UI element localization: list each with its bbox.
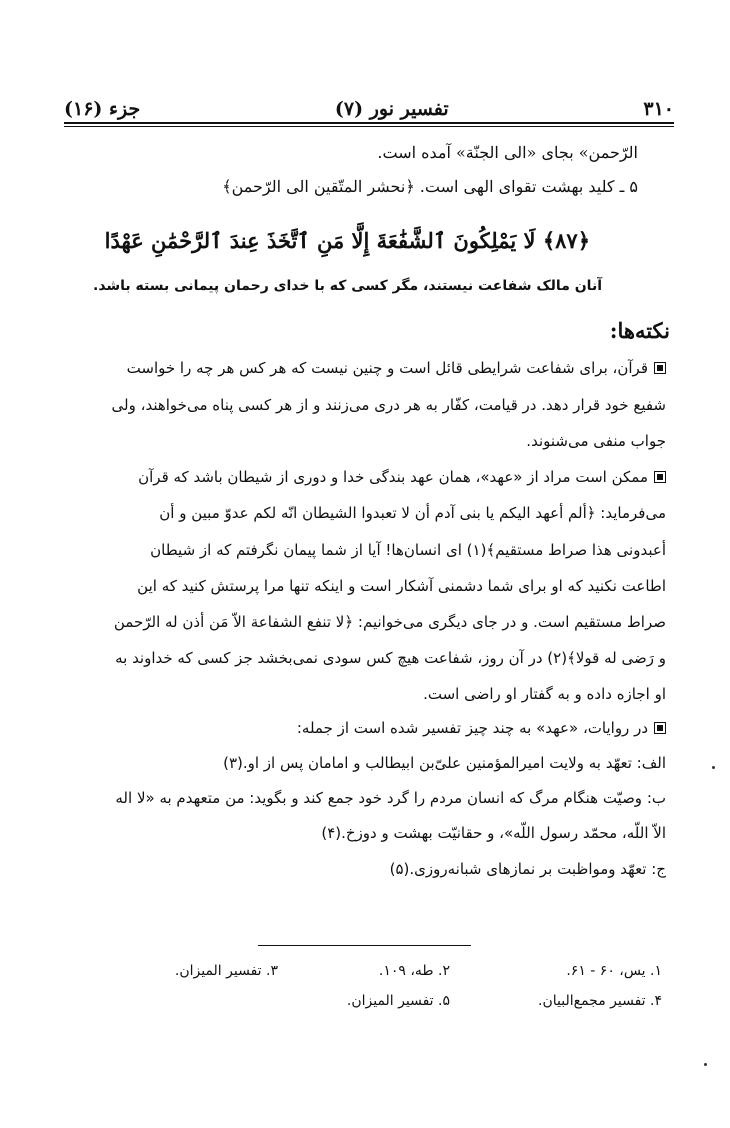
- footnote: ۵. تفسیر المیزان.: [346, 993, 450, 1009]
- text-line: جواب منفی می‌شنوند.: [526, 432, 666, 450]
- scan-speck: [712, 766, 715, 769]
- header-rule: [64, 122, 674, 124]
- text-line: در روایات، «عهد» به چند چیز تفسیر شده است از جمله:: [297, 718, 666, 738]
- footnote: ۳. تفسیر المیزان.: [174, 963, 278, 979]
- bullet-square-icon: [654, 471, 666, 483]
- bullet-square-icon: [654, 362, 666, 374]
- verse-translation: آنان مالک شفاعت نیستند، مگر کسی که با خدای رحمان پیمانی بسته باشد.: [93, 278, 602, 294]
- part-label: جزء (۱۶): [64, 98, 141, 120]
- section-heading: نکته‌ها:: [609, 318, 670, 343]
- text-line: الرّحمن» بجای «الی الجنّة» آمده است.: [377, 143, 638, 162]
- header-rule-thin: [64, 126, 674, 127]
- quran-verse: ﴿۸۷﴾ لَا يَمْلِكُونَ ٱلشَّفَٰعَةَ إِلَّا مَنِ ٱتَّخَذَ عِندَ ٱلرَّحْمَٰنِ عَهْدًا: [104, 228, 590, 253]
- text-line: أعبدونی هذا صراط مستقیم﴾(۱) ای انسان‌ها! آیا از شما پیمان نگرفتم که از شیطان: [150, 541, 666, 559]
- scan-speck: [704, 1063, 707, 1066]
- text-line: ب: وصیّت هنگام مرگ که انسان مردم را گرد خود جمع کند و بگوید: من متعهدم به «لا اله: [115, 789, 666, 807]
- text-line: ج: تعهّد ومواظبت بر نمازهای شبانه‌روزی.(۵): [389, 860, 666, 878]
- text-line: ۵ ـ کلید بهشت تقوای الهی است. ﴿نحشر المتّقین الی الرّحمن﴾: [222, 177, 638, 196]
- text-line: اطاعت نکنید که او برای شما دشمنی آشکار است و اینکه تنها مرا پرستش کنید که این: [137, 577, 666, 595]
- footnote: ۱. یس، ۶۰ - ۶۱.: [566, 963, 662, 979]
- text-line: صراط مستقیم است. و در جای دیگری می‌خوانیم: ﴿لا تنفع الشفاعة الاّ مَن أذن له الرّحمن: [113, 613, 666, 631]
- footnote: ۲. طه، ۱۰۹.: [378, 963, 450, 979]
- book-title: تفسیر نور (۷): [334, 98, 449, 120]
- text-line: او اجازه داده و به گفتار او راضی است.: [423, 685, 666, 703]
- text-line: الاّ اللّه، محمّد رسول اللّه»، و حقانیّت بهشت و دوزخ.(۴): [321, 824, 666, 842]
- running-header: [64, 92, 674, 120]
- footnote-rule: [258, 945, 471, 946]
- text-line: الف: تعهّد به ولایت امیرالمؤمنین علیّ‌بن ابیطالب و امامان پس از او.(۳): [223, 754, 666, 772]
- text-line: شفیع خود قرار دهد. در قیامت، کفّار به هر دری می‌زنند و از هر کسی پناه می‌خواهند، ولی: [111, 396, 666, 414]
- bullet-square-icon: [654, 722, 666, 734]
- page-number: ۳۱۰: [643, 98, 674, 120]
- footnote: ۴. تفسیر مجمع‌البیان.: [538, 993, 662, 1009]
- text-line: می‌فرماید: ﴿ألم أعهد الیکم یا بنی آدم أن لا تعبدوا الشیطان انّه لکم عدوّ مبین و أن: [159, 504, 666, 522]
- text-line: و رَضی له قولا﴾(۲) در آن روز، شفاعت هیچ کس سودی نمی‌بخشد جز کسی که خداوند به: [115, 649, 666, 667]
- text-line: ممکن است مراد از «عهد»، همان عهد بندگی خدا و دوری از شیطان باشد که قرآن: [138, 467, 666, 487]
- text-line: قرآن، برای شفاعت شرایطی قائل است و چنین نیست که هر کس هر چه را خواست: [127, 358, 666, 378]
